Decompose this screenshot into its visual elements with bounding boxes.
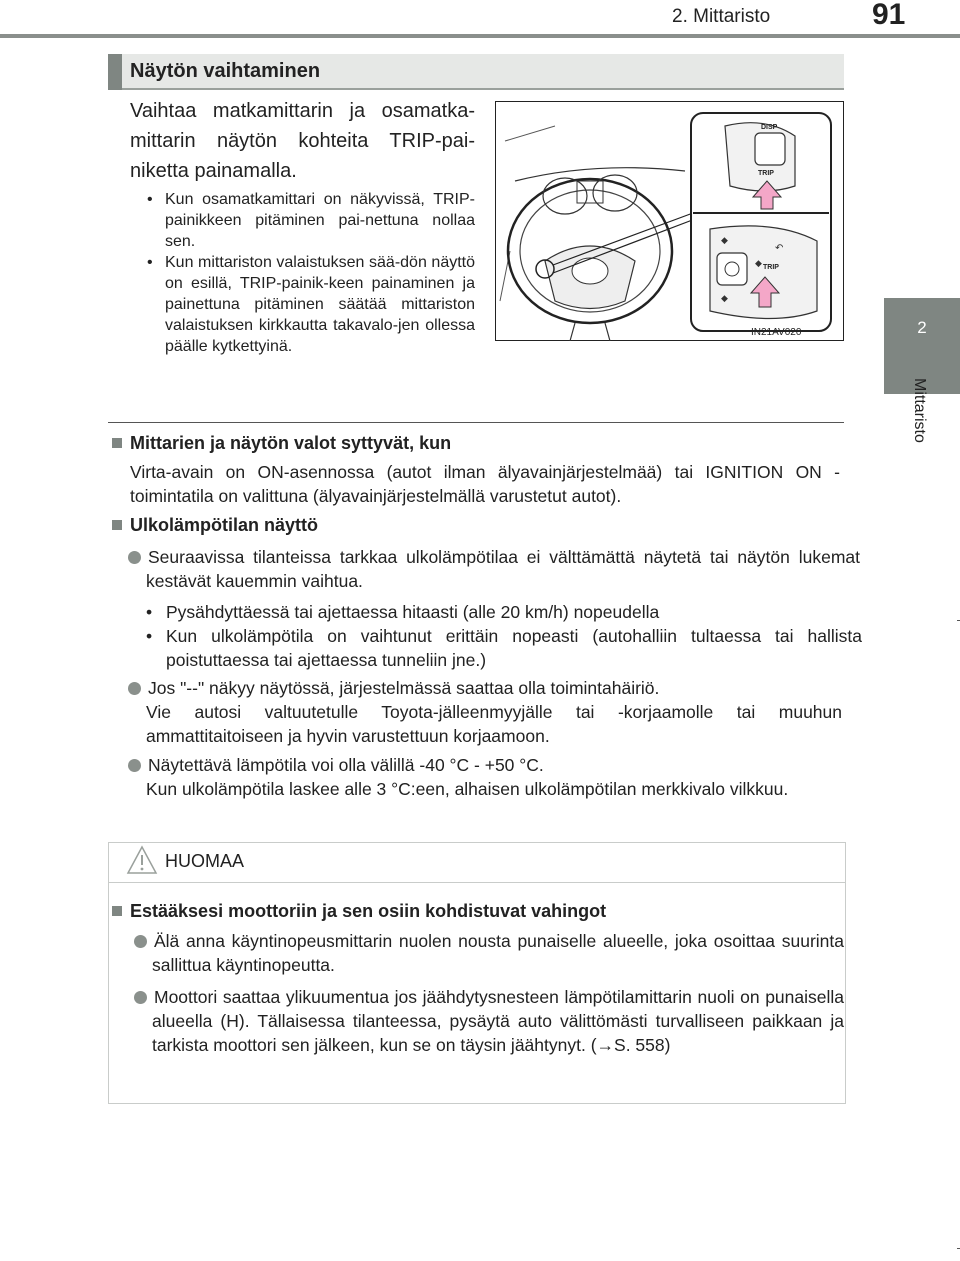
- note-heading: [112, 515, 318, 536]
- intro-bullet: • Kun mittariston valaistuksen sää-dön näyttö on esillä, TRIP-painik-keen painaminen ja painettuna pitäminen säätää mittariston valaistuksen kirkkautta takavalo-jen ollessa päälle kytkettyinä.: [145, 252, 475, 357]
- note-point: [128, 753, 860, 777]
- note-point-continued: Kun ulkolämpötila laskee alle 3 °C:een, alhaisen ulkolämpötilan merkkivalo vilkkuu.: [146, 779, 789, 799]
- svg-text:◆: ◆: [721, 293, 728, 303]
- disp-button-label: DISP: [761, 124, 778, 131]
- round-bullet-icon: [134, 935, 147, 948]
- note-point: [128, 676, 860, 700]
- caution-heading-text: Estääksesi moottoriin ja sen osiin kohdistuvat vahingot: [130, 901, 607, 921]
- round-bullet-icon: [128, 682, 141, 695]
- note-subpoint: • Pysähdyttäessä tai ajettaessa hitaasti (alle 20 km/h) nopeudella: [146, 602, 660, 622]
- square-bullet-icon: [112, 438, 122, 448]
- note-text: Virta-avain on ON-asennossa (autot ilman älyavainjärjestelmää) tai IGNITION ON -toimintatila on valittuna (älyavainjärjestelmällä varustetut autot).: [130, 462, 840, 506]
- illustration-code: IN21AV020: [751, 327, 802, 338]
- warning-triangle-icon: [126, 845, 158, 875]
- note-heading-text: Ulkolämpötilan näyttö: [130, 515, 319, 535]
- note-subpoint-text: Kun ulkolämpötila on vaihtunut erittäin nopeasti (autohalliin tultaessa tai hallista poistuttaessa tai ajettaessa tunneliin jne.): [166, 626, 862, 670]
- round-bullet-icon: [128, 759, 141, 772]
- square-bullet-icon: [112, 520, 122, 530]
- caution-heading: [112, 901, 606, 922]
- note-point-continued: Vie autosi valtuutetulle Toyota-jälleenmyyjälle tai -korjaamolle tai muuhun ammattitaitoiseen ja hyvin varustettuun korjaamoon.: [146, 702, 842, 746]
- caution-title: HUOMAA: [165, 851, 245, 871]
- steering-wheel-illustration: [495, 101, 844, 341]
- note-subpoint: • Kun ulkolämpötila on vaihtunut erittäin nopeasti (autohalliin tultaessa tai hallista poistuttaessa tai ajettaessa tunneliin jne.): [146, 626, 862, 670]
- round-bullet-icon: [134, 991, 147, 1004]
- note-point-text: Seuraavissa tilanteissa tarkkaa ulkolämpötilaa ei välttämättä näytetä tai näytön lukemat kestävät kauemmin vaihtua.: [146, 547, 860, 591]
- page-number: 91: [872, 0, 906, 31]
- trip-button-label-bottom: TRIP: [763, 264, 779, 271]
- section-header-marker: [108, 54, 122, 90]
- caution-point-text: Moottori saattaa ylikuumentua jos jäähdytysnesteen lämpötilamittarin nuoli on punaisella alueella (H). Tällaisessa tilanteessa, pysäytä auto välittömästi turvalliseen paikkaan ja tarkista moottori sen jälkeen, kun se on täysin jäähtynyt. (→S. 558): [152, 987, 844, 1055]
- round-bullet-icon: [128, 551, 141, 564]
- note-subpoint-text: Pysähdyttäessä tai ajettaessa hitaasti (alle 20 km/h) nopeudella: [166, 602, 660, 622]
- svg-text:◆: ◆: [755, 258, 762, 268]
- note-point-text: Jos "--" näkyy näytössä, järjestelmässä saattaa olla toimintahäiriö.: [148, 678, 660, 698]
- section-divider: [108, 422, 844, 423]
- intro-bullet-list: [145, 189, 475, 357]
- note-point: [128, 545, 860, 593]
- header-rule: [0, 34, 960, 38]
- caution-header-divider: [108, 882, 846, 883]
- caution-point-text: Älä anna käyntinopeusmittarin nuolen nousta punaiselle alueelle, joka osoittaa suurinta sallittua käyntinopeutta.: [152, 931, 844, 975]
- note-heading-text: Mittarien ja näytön valot syttyvät, kun: [130, 433, 452, 453]
- svg-text:↶: ↶: [775, 243, 784, 254]
- square-bullet-icon: [112, 906, 122, 916]
- chapter-title: 2. Mittaristo: [672, 6, 771, 27]
- intro-bullet: • Kun osamatkamittari on näkyvissä, TRIP-painikkeen pitäminen pai-nettuna nollaa sen.: [145, 189, 475, 252]
- svg-text:◆: ◆: [721, 235, 728, 245]
- caution-point: [134, 985, 844, 1057]
- note-point-text: Näytettävä lämpötila voi olla välillä -40 °C - +50 °C.: [148, 755, 544, 775]
- chapter-side-label: Mittaristo: [911, 378, 928, 443]
- chapter-tab-number: 2: [917, 318, 927, 337]
- trip-button-label-top: TRIP: [758, 170, 774, 177]
- section-intro: Vaihtaa matkamittarin ja osamatka-mittarin näytön kohteita TRIP-pai-niketta painamalla.: [130, 100, 475, 182]
- caution-point: [134, 929, 844, 977]
- note-heading: [112, 433, 451, 454]
- section-title: Näytön vaihtaminen: [130, 60, 321, 82]
